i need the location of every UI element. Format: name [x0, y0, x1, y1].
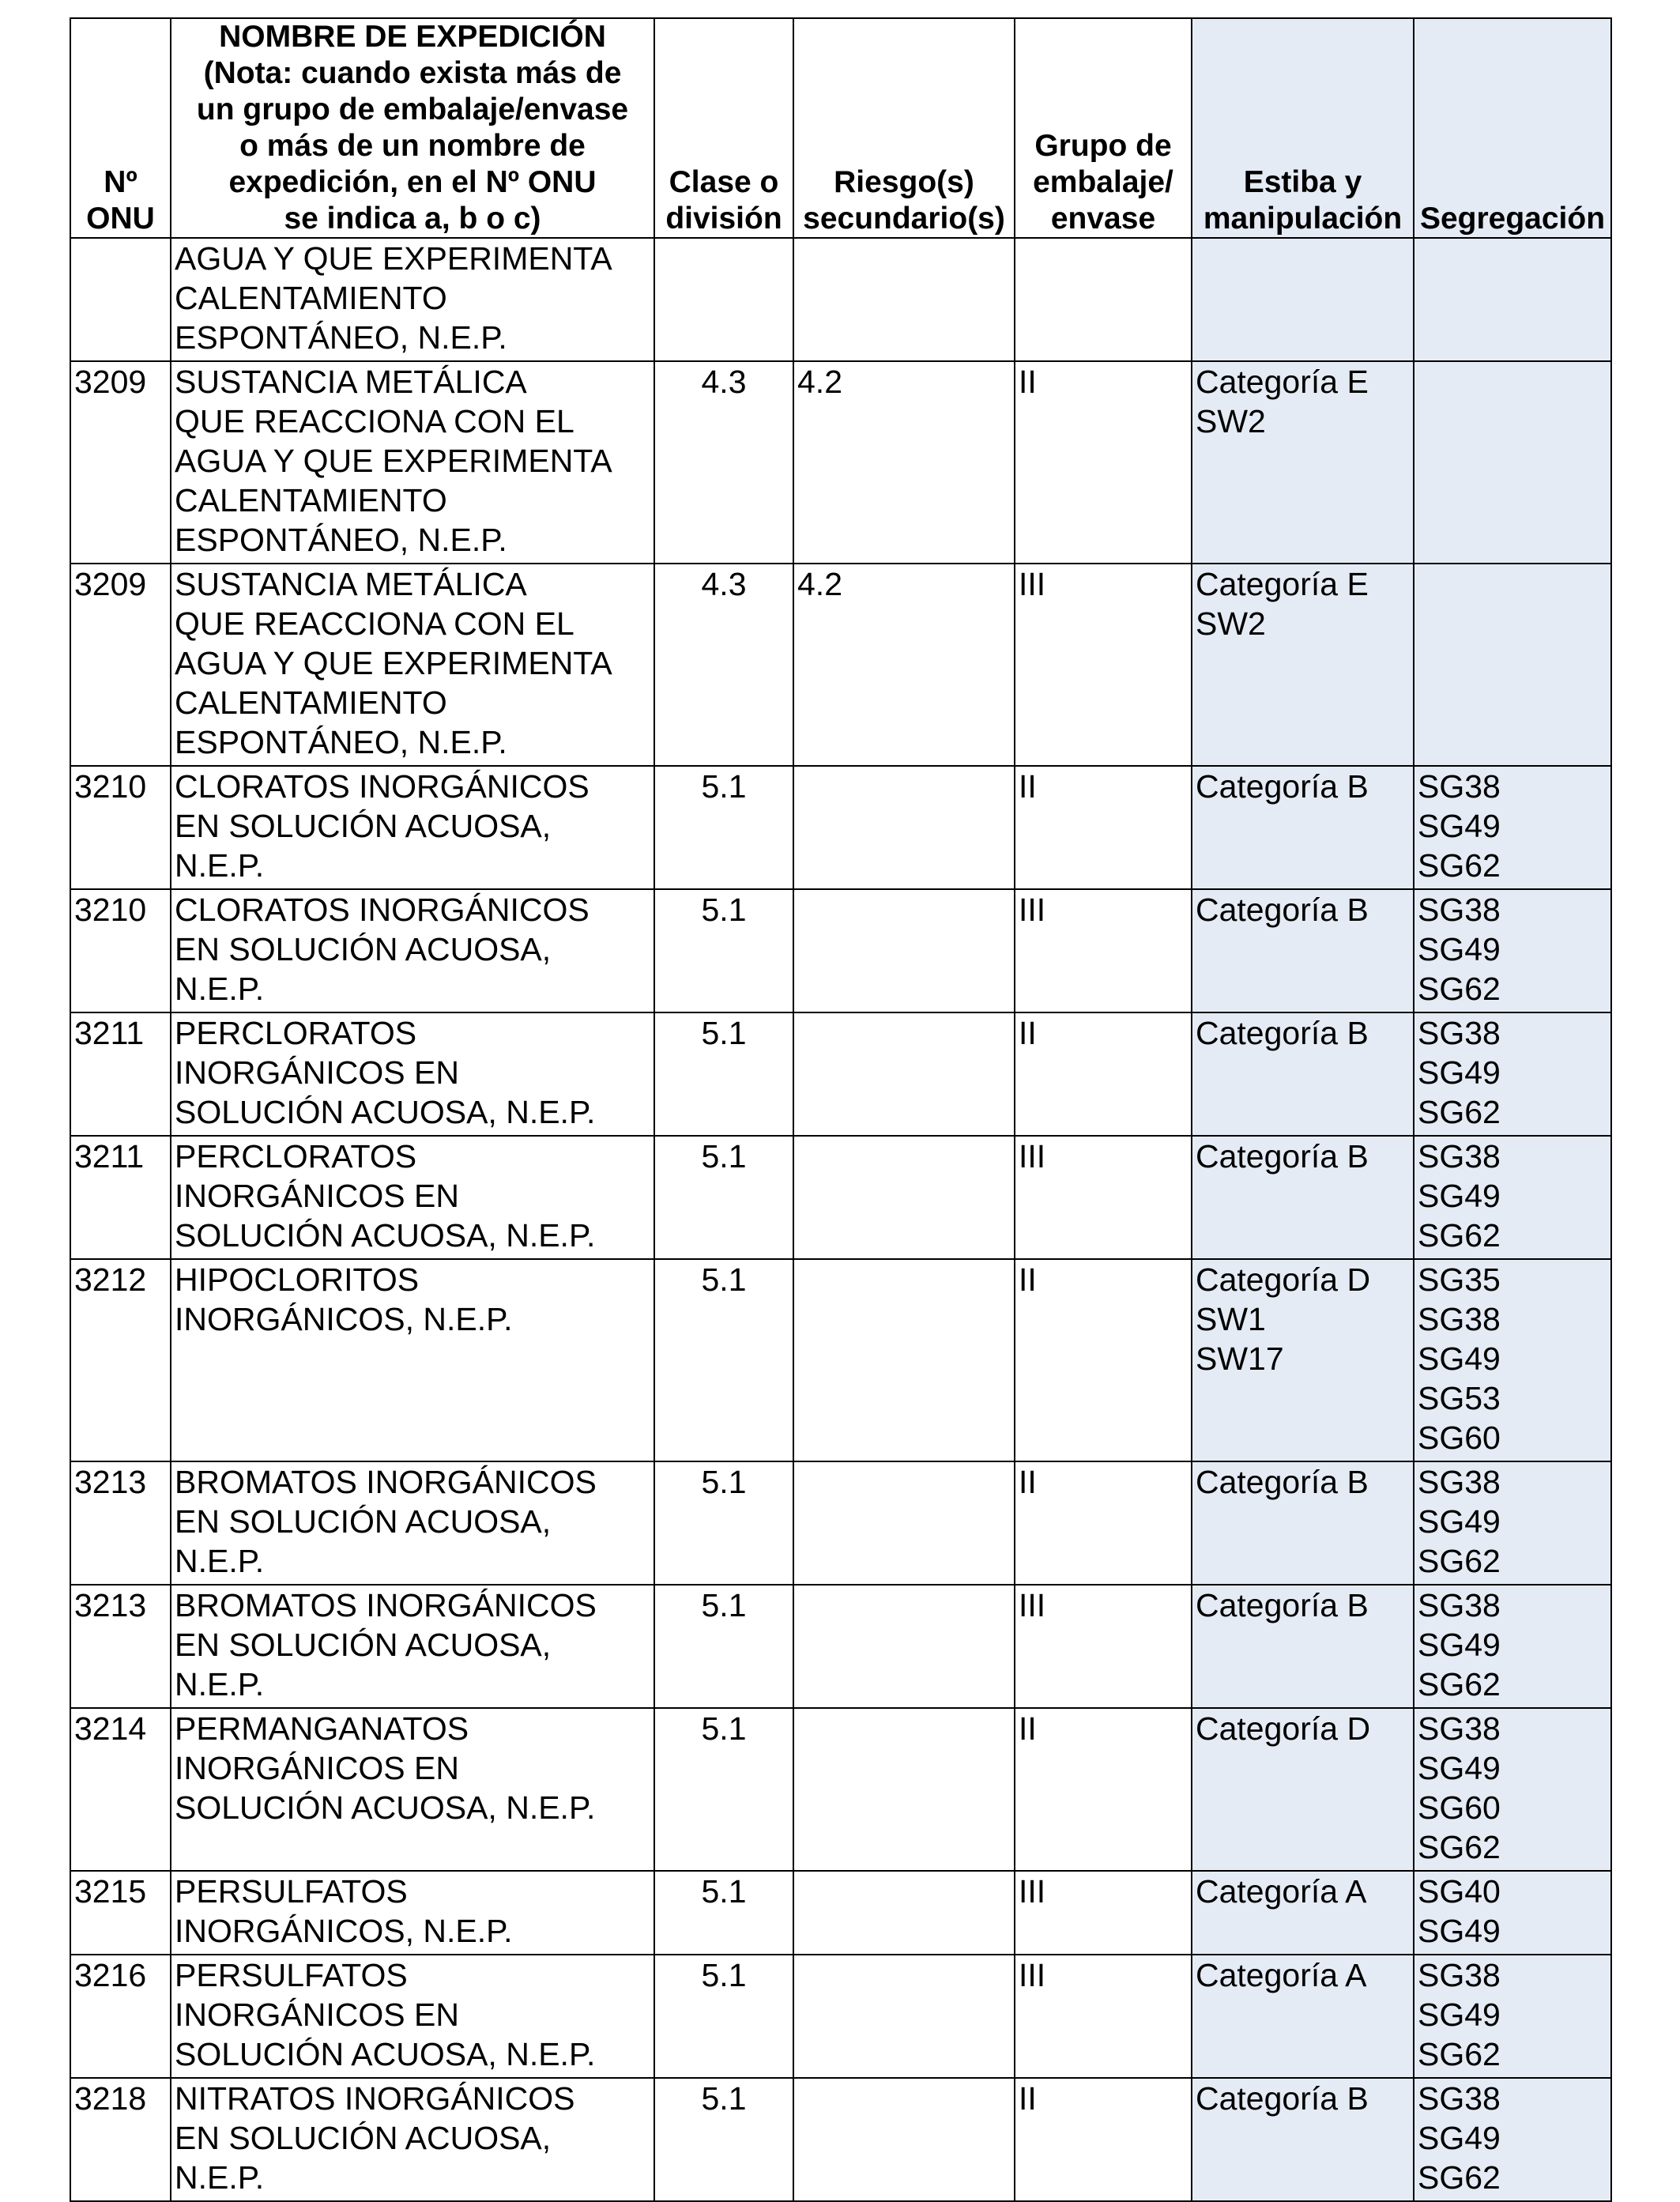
cell-class: 5.1	[654, 1012, 793, 1136]
table-row	[70, 1871, 1611, 1955]
cell-risk	[793, 1136, 1015, 1259]
cell-risk: 4.2	[793, 564, 1015, 766]
cell-stow: Categoría E SW2	[1192, 564, 1414, 766]
cell-onu: 3218	[70, 2078, 171, 2201]
cell-group: III	[1015, 1955, 1192, 2078]
header-onu: Nº ONU	[70, 18, 171, 238]
cell-class: 5.1	[654, 1871, 793, 1955]
cell-group: II	[1015, 1461, 1192, 1585]
cell-seg: SG38 SG49 SG62	[1414, 889, 1611, 1012]
header-stow: Estiba y manipulación	[1192, 18, 1414, 238]
cell-seg: SG38 SG49 SG62	[1414, 1955, 1611, 2078]
cell-onu: 3215	[70, 1871, 171, 1955]
cell-seg: SG38 SG49 SG62	[1414, 1136, 1611, 1259]
cell-stow: Categoría B	[1192, 766, 1414, 889]
header-seg: Segregación	[1414, 18, 1611, 238]
table-row	[70, 766, 1611, 889]
cell-risk	[793, 1585, 1015, 1708]
cell-risk	[793, 1461, 1015, 1585]
table-row	[70, 238, 1611, 361]
cell-name: SUSTANCIA METÁLICA QUE REACCIONA CON EL AGUA Y QUE EXPERIMENTA CALENTAMIENTO ESPONTÁNEO, N.E.P.	[171, 564, 654, 766]
dangerous-goods-table	[70, 17, 1612, 2202]
cell-name: PERSULFATOS INORGÁNICOS EN SOLUCIÓN ACUOSA, N.E.P.	[171, 1955, 654, 2078]
cell-class: 5.1	[654, 1585, 793, 1708]
table-row	[70, 1585, 1611, 1708]
cell-seg: SG38 SG49 SG62	[1414, 1012, 1611, 1136]
cell-risk	[793, 1012, 1015, 1136]
cell-onu: 3211	[70, 1136, 171, 1259]
header-class: Clase o división	[654, 18, 793, 238]
cell-name: PERCLORATOS INORGÁNICOS EN SOLUCIÓN ACUOSA, N.E.P.	[171, 1012, 654, 1136]
cell-onu: 3210	[70, 889, 171, 1012]
cell-stow: Categoría A	[1192, 1955, 1414, 2078]
cell-onu: 3210	[70, 766, 171, 889]
cell-group: III	[1015, 1871, 1192, 1955]
cell-group: II	[1015, 2078, 1192, 2201]
cell-group: II	[1015, 1708, 1192, 1871]
cell-onu: 3212	[70, 1259, 171, 1461]
header-group: Grupo de embalaje/ envase	[1015, 18, 1192, 238]
cell-name: SUSTANCIA METÁLICA QUE REACCIONA CON EL AGUA Y QUE EXPERIMENTA CALENTAMIENTO ESPONTÁNEO, N.E.P.	[171, 361, 654, 564]
cell-group: II	[1015, 1012, 1192, 1136]
cell-class: 5.1	[654, 1708, 793, 1871]
cell-class: 5.1	[654, 1136, 793, 1259]
cell-seg: SG35 SG38 SG49 SG53 SG60	[1414, 1259, 1611, 1461]
cell-risk	[793, 889, 1015, 1012]
cell-seg	[1414, 238, 1611, 361]
table-row	[70, 1136, 1611, 1259]
header-row	[70, 18, 1611, 238]
cell-risk	[793, 1708, 1015, 1871]
cell-group: III	[1015, 1585, 1192, 1708]
cell-name: HIPOCLORITOS INORGÁNICOS, N.E.P.	[171, 1259, 654, 1461]
cell-stow: Categoría D	[1192, 1708, 1414, 1871]
table-row	[70, 889, 1611, 1012]
cell-onu: 3214	[70, 1708, 171, 1871]
cell-class: 5.1	[654, 766, 793, 889]
cell-class: 4.3	[654, 361, 793, 564]
cell-group: III	[1015, 564, 1192, 766]
cell-class: 5.1	[654, 2078, 793, 2201]
cell-risk: 4.2	[793, 361, 1015, 564]
cell-group: III	[1015, 1136, 1192, 1259]
cell-stow: Categoría B	[1192, 889, 1414, 1012]
table-row	[70, 564, 1611, 766]
cell-onu: 3211	[70, 1012, 171, 1136]
table-row	[70, 361, 1611, 564]
header-name: NOMBRE DE EXPEDICIÓN (Nota: cuando exista más de un grupo de embalaje/envase o más de un nombre de expedición, en el Nº ONU se indica a, b o c)	[171, 18, 654, 238]
cell-seg: SG38 SG49 SG62	[1414, 1461, 1611, 1585]
cell-risk	[793, 2078, 1015, 2201]
cell-risk	[793, 1955, 1015, 2078]
cell-seg: SG38 SG49 SG62	[1414, 766, 1611, 889]
cell-seg: SG38 SG49 SG62	[1414, 2078, 1611, 2201]
cell-onu	[70, 238, 171, 361]
cell-name: PERSULFATOS INORGÁNICOS, N.E.P.	[171, 1871, 654, 1955]
cell-onu: 3213	[70, 1461, 171, 1585]
table-row	[70, 1259, 1611, 1461]
cell-onu: 3216	[70, 1955, 171, 2078]
table-row	[70, 1708, 1611, 1871]
cell-group: III	[1015, 889, 1192, 1012]
cell-stow: Categoría D SW1 SW17	[1192, 1259, 1414, 1461]
cell-class: 5.1	[654, 1259, 793, 1461]
cell-risk	[793, 1871, 1015, 1955]
cell-name: CLORATOS INORGÁNICOS EN SOLUCIÓN ACUOSA, N.E.P.	[171, 766, 654, 889]
cell-seg	[1414, 564, 1611, 766]
cell-onu: 3209	[70, 361, 171, 564]
cell-name: BROMATOS INORGÁNICOS EN SOLUCIÓN ACUOSA, N.E.P.	[171, 1585, 654, 1708]
cell-seg	[1414, 361, 1611, 564]
cell-name: NITRATOS INORGÁNICOS EN SOLUCIÓN ACUOSA, N.E.P.	[171, 2078, 654, 2201]
cell-stow: Categoría B	[1192, 2078, 1414, 2201]
cell-name: PERMANGANATOS INORGÁNICOS EN SOLUCIÓN ACUOSA, N.E.P.	[171, 1708, 654, 1871]
cell-class: 4.3	[654, 564, 793, 766]
table-row	[70, 1012, 1611, 1136]
cell-group: II	[1015, 766, 1192, 889]
cell-seg: SG38 SG49 SG62	[1414, 1585, 1611, 1708]
cell-class: 5.1	[654, 1461, 793, 1585]
cell-stow	[1192, 238, 1414, 361]
table-row	[70, 2078, 1611, 2201]
cell-name: BROMATOS INORGÁNICOS EN SOLUCIÓN ACUOSA, N.E.P.	[171, 1461, 654, 1585]
cell-name: CLORATOS INORGÁNICOS EN SOLUCIÓN ACUOSA, N.E.P.	[171, 889, 654, 1012]
cell-stow: Categoría B	[1192, 1136, 1414, 1259]
table-body	[70, 238, 1611, 2201]
cell-group: II	[1015, 1259, 1192, 1461]
cell-stow: Categoría B	[1192, 1012, 1414, 1136]
cell-risk	[793, 1259, 1015, 1461]
cell-name: PERCLORATOS INORGÁNICOS EN SOLUCIÓN ACUOSA, N.E.P.	[171, 1136, 654, 1259]
cell-risk	[793, 238, 1015, 361]
cell-onu: 3209	[70, 564, 171, 766]
cell-stow: Categoría B	[1192, 1585, 1414, 1708]
table-row	[70, 1955, 1611, 2078]
cell-group: II	[1015, 361, 1192, 564]
cell-seg: SG38 SG49 SG60 SG62	[1414, 1708, 1611, 1871]
cell-risk	[793, 766, 1015, 889]
cell-stow: Categoría B	[1192, 1461, 1414, 1585]
cell-group	[1015, 238, 1192, 361]
cell-class	[654, 238, 793, 361]
cell-seg: SG40 SG49	[1414, 1871, 1611, 1955]
cell-class: 5.1	[654, 889, 793, 1012]
cell-name: AGUA Y QUE EXPERIMENTA CALENTAMIENTO ESPONTÁNEO, N.E.P.	[171, 238, 654, 361]
cell-class: 5.1	[654, 1955, 793, 2078]
cell-stow: Categoría A	[1192, 1871, 1414, 1955]
table-row	[70, 1461, 1611, 1585]
cell-stow: Categoría E SW2	[1192, 361, 1414, 564]
cell-onu: 3213	[70, 1585, 171, 1708]
header-risk: Riesgo(s) secundario(s)	[793, 18, 1015, 238]
